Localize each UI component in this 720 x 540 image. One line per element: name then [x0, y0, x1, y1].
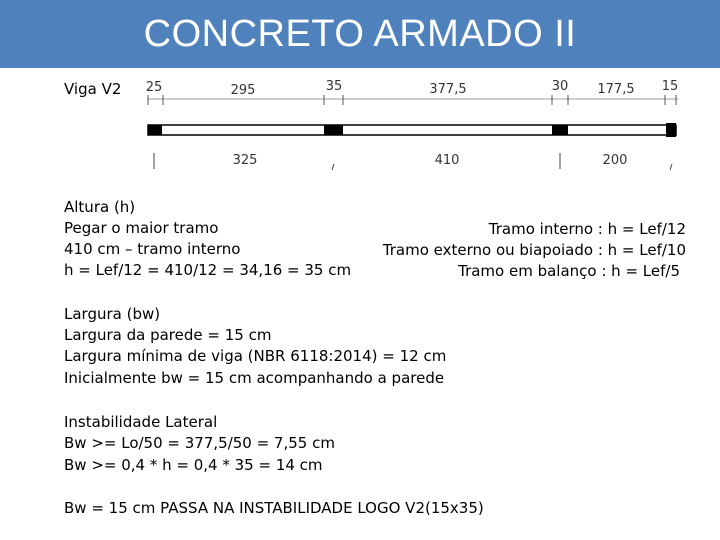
support-1 — [148, 125, 162, 135]
dim-bottom-3: 200 — [602, 153, 628, 168]
dim-top-5: 30 — [551, 79, 569, 94]
dim-top-6: 177,5 — [597, 82, 635, 97]
largura-line-1: Largura da parede = 15 cm — [64, 326, 272, 344]
dim-top-3: 35 — [325, 79, 343, 94]
altura-line-2: 410 cm – tramo interno — [64, 240, 241, 258]
beam-diagram — [0, 68, 720, 188]
instabilidade-heading: Instabilidade Lateral — [64, 413, 218, 431]
largura-heading: Largura (bw) — [64, 305, 161, 323]
altura-line-1: Pegar o maior tramo — [64, 219, 219, 237]
beam-label: Viga V2 — [64, 80, 122, 98]
support-3 — [552, 125, 568, 135]
dim-top-1: 25 — [145, 80, 163, 95]
dim-bottom-1: 325 — [232, 153, 258, 168]
dim-top-4: 377,5 — [429, 82, 467, 97]
title-bar — [0, 0, 720, 68]
support-2 — [324, 125, 343, 135]
altura-line-3: h = Lef/12 = 410/12 = 34,16 = 35 cm — [64, 261, 352, 279]
rule-interno: Tramo interno : h = Lef/12 — [488, 220, 686, 238]
instabilidade-line-2: Bw >= 0,4 * h = 0,4 * 35 = 14 cm — [64, 456, 323, 474]
rule-externo: Tramo externo ou biapoiado : h = Lef/10 — [382, 241, 686, 259]
support-4 — [666, 123, 676, 137]
instabilidade-line-1: Bw >= Lo/50 = 377,5/50 = 7,55 cm — [64, 434, 335, 452]
largura-line-3: Inicialmente bw = 15 cm acompanhando a parede — [64, 369, 445, 387]
largura-line-2: Largura mínima de viga (NBR 6118:2014) = 12 cm — [64, 347, 447, 365]
beam-body — [148, 125, 676, 135]
rule-balanco: Tramo em balanço : h = Lef/5 — [458, 262, 680, 280]
dim-bottom-2: 410 — [434, 153, 460, 168]
conclusion: Bw = 15 cm PASSA NA INSTABILIDADE LOGO V2(15x35) — [64, 499, 484, 517]
slide-title: CONCRETO ARMADO II — [143, 12, 577, 55]
altura-heading: Altura (h) — [64, 198, 136, 216]
dim-top-7: 15 — [661, 79, 679, 94]
dim-top-2: 295 — [230, 83, 256, 98]
